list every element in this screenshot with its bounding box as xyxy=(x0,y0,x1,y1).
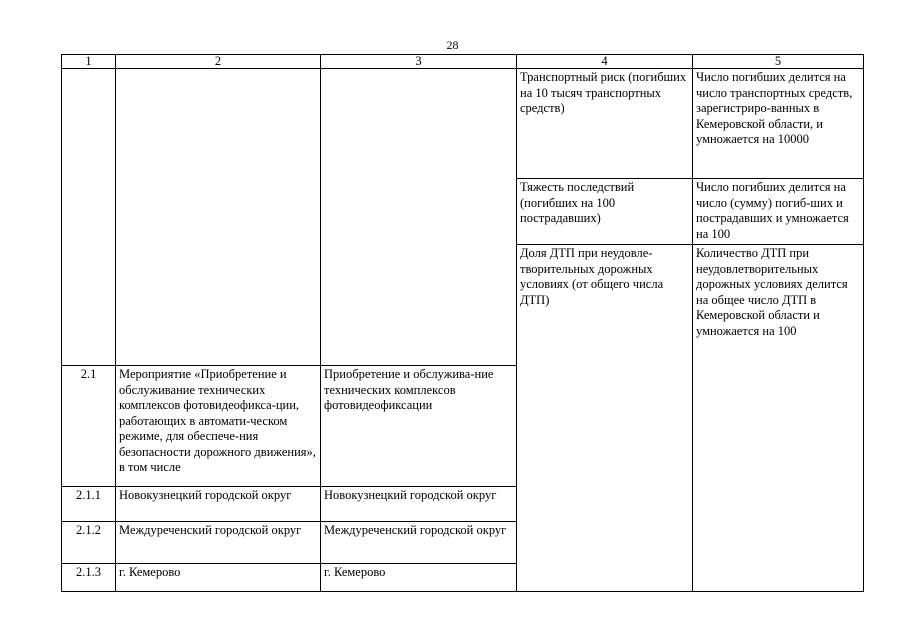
row-number: 2.1.3 xyxy=(62,564,116,592)
row-number: 2.1 xyxy=(62,366,116,487)
header-cell: 4 xyxy=(517,55,693,69)
indicator-name: Доля ДТП при неудовле-творительных дорожных условиях (от общего числа ДТП) xyxy=(517,245,693,592)
activity-description: Новокузнецкий городской округ xyxy=(321,487,517,522)
row-number: 2.1.1 xyxy=(62,487,116,522)
row-number: 2.1.2 xyxy=(62,522,116,564)
header-cell: 2 xyxy=(116,55,321,69)
indicator-formula: Число погибших делится на число (сумму) погиб-ших и пострадавших и умножается на 100 xyxy=(693,179,864,245)
empty-cell xyxy=(116,69,321,366)
header-cell: 1 xyxy=(62,55,116,69)
header-cell: 5 xyxy=(693,55,864,69)
program-table xyxy=(61,54,864,592)
empty-cell xyxy=(321,69,517,366)
activity-name: г. Кемерово xyxy=(116,564,321,592)
activity-name: Мероприятие «Приобретение и обслуживание технических комплексов фотовидеофикса-ции, работающих в автомати-ческом режиме, для обеспече-ния безопасности дорожного движения», в том числе xyxy=(116,366,321,487)
header-row xyxy=(62,55,864,69)
indicator-formula: Число погибших делится на число транспортных средств, зарегистриро-ванных в Кемеровской области, и умножается на 10000 xyxy=(693,69,864,179)
empty-cell xyxy=(62,69,116,366)
activity-name: Новокузнецкий городской округ xyxy=(116,487,321,522)
activity-description: Приобретение и обслужива-ние технических комплексов фотовидеофиксации xyxy=(321,366,517,487)
indicator-formula: Количество ДТП при неудовлетворительных дорожных условиях делится на общее число ДТП в Кемеровской области и умножается на 100 xyxy=(693,245,864,592)
header-cell: 3 xyxy=(321,55,517,69)
indicator-name: Транспортный риск (погибших на 10 тысяч транспортных средств) xyxy=(517,69,693,179)
table-row xyxy=(62,69,864,179)
page-number: 28 xyxy=(446,38,459,52)
activity-description: г. Кемерово xyxy=(321,564,517,592)
indicator-name: Тяжесть последствий (погибших на 100 пострадавших) xyxy=(517,179,693,245)
activity-description: Междуреченский городской округ xyxy=(321,522,517,564)
activity-name: Междуреченский городской округ xyxy=(116,522,321,564)
